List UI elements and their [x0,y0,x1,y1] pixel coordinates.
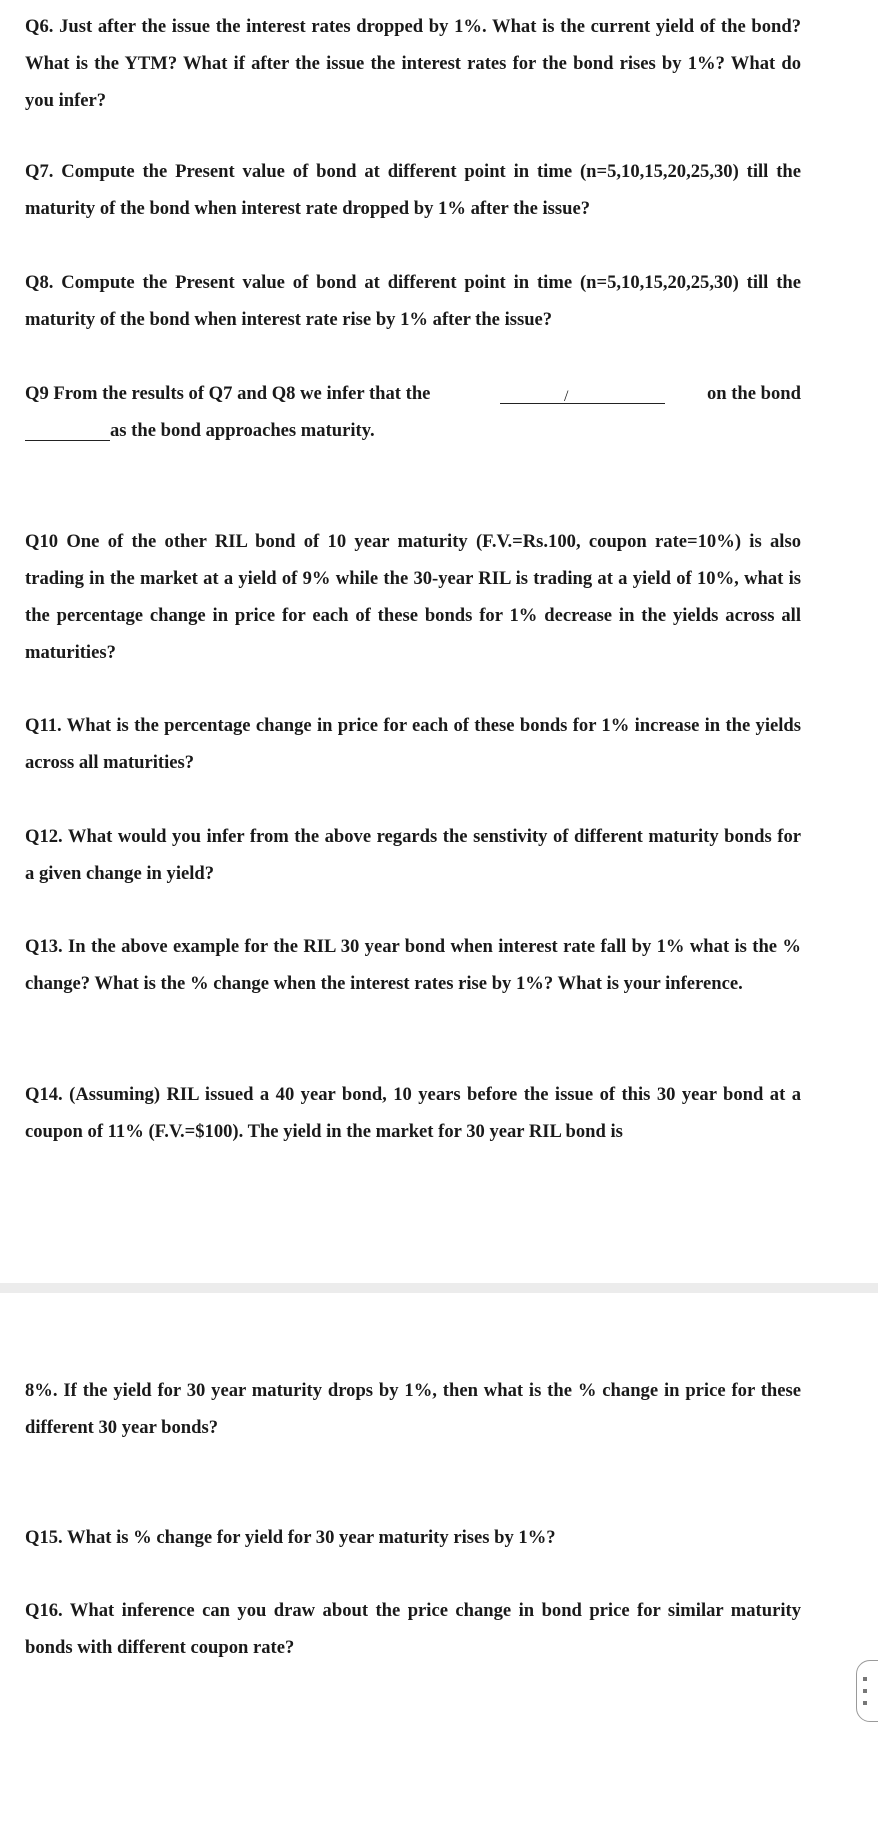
question-q12: Q12. What would you infer from the above regards the senstivity of different maturity bonds for a given change in yield? [25,826,801,884]
question-q16: Q16. What inference can you draw about the price change in bond price for similar maturity bonds with different coupon rate? [25,1600,801,1658]
question-q11: Q11. What is the percentage change in price for each of these bonds for 1% increase in the yields across all maturities? [25,715,801,773]
question-q7: Q7. Compute the Present value of bond at different point in time (n=5,10,15,20,25,30) till the maturity of the bond when interest rate dropped by 1% after the issue? [25,161,801,219]
question-q9-tail: on the bond [706,383,801,404]
answer-blank-1 [500,403,665,404]
answer-blank-2 [25,440,110,441]
scroll-handle-grip-icon [863,1701,867,1705]
question-q14-part2: 8%. If the yield for 30 year maturity drops by 1%, then what is the % change in price for these different 30 year bonds? [25,1380,801,1438]
scroll-handle-grip-icon [863,1677,867,1681]
question-q9-line1 [25,375,801,412]
answer-blank-separator: / [564,388,569,405]
question-q8: Q8. Compute the Present value of bond at different point in time (n=5,10,15,20,25,30) till the maturity of the bond when interest rate rise by 1% after the issue? [25,272,801,330]
page-break-divider [0,1283,878,1293]
question-q9-lead: Q9 From the results of Q7 and Q8 we infer that the [25,383,431,404]
question-q13: Q13. In the above example for the RIL 30 year bond when interest rate fall by 1% what is the % change? What is the % change when the interest rates rise by 1%? What is your inference. [25,936,801,994]
question-q9-rest: as the bond approaches maturity. [110,420,375,441]
question-q15: Q15. What is % change for yield for 30 year maturity rises by 1%? [25,1527,556,1548]
scroll-handle[interactable] [856,1660,878,1722]
question-q9-line2 [25,412,801,449]
scroll-handle-grip-icon [863,1689,867,1693]
question-q10: Q10 One of the other RIL bond of 10 year maturity (F.V.=Rs.100, coupon rate=10%) is also trading in the market at a yield of 9% while the 30-year RIL is trading at a yield of 10%, what is the percentage change in price for each of these bonds for 1% decrease in the yields across all maturities? [25,531,801,663]
question-q6: Q6. Just after the issue the interest rates dropped by 1%. What is the current yield of the bond? What is the YTM? What if after the issue the interest rates for the bond rises by 1%? What do you infer? [25,16,801,111]
question-q14-part1: Q14. (Assuming) RIL issued a 40 year bond, 10 years before the issue of this 30 year bond at a coupon of 11% (F.V.=$100). The yield in the market for 30 year RIL bond is [25,1084,801,1142]
